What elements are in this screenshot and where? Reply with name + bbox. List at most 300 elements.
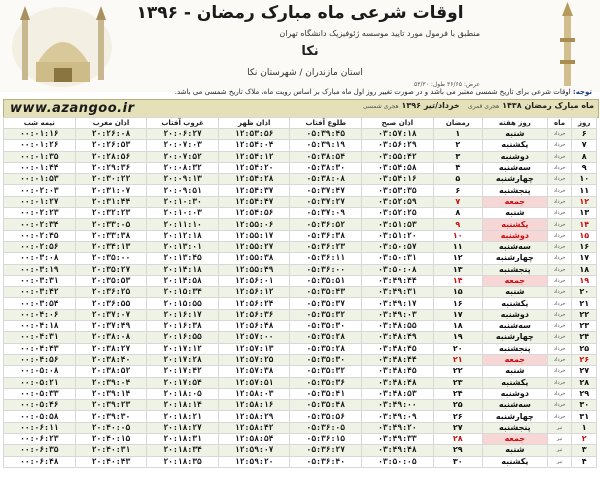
sunset-time: ۲۰:۱۷:۱۲: [147, 343, 219, 354]
month-name: خرداد: [547, 400, 572, 411]
day-of-month: ۳۰: [572, 400, 597, 411]
midnight-time: ۰۰:۰۵:۳۳: [4, 388, 76, 399]
ramadan-day: ۲۵: [433, 400, 482, 411]
weekday: یکشنبه: [482, 456, 547, 467]
weekday: دوشنبه: [482, 151, 547, 162]
dhuhr-time: ۱۲:۵۸:۴۲: [218, 422, 290, 433]
weekday: یکشنبه: [482, 298, 547, 309]
maghrib-time: ۲۰:۳۹:۱۴: [75, 388, 147, 399]
ramadan-day: ۵: [433, 174, 482, 185]
ramadan-day: ۱۰: [433, 230, 482, 241]
sunrise-time: ۰۵:۳۷:۴۷: [290, 185, 362, 196]
sunrise-time: ۰۵:۳۷:۲۷: [290, 196, 362, 207]
dhuhr-time: ۱۲:۵۴:۵۶: [218, 208, 290, 219]
month-name: خرداد: [547, 377, 572, 388]
sunset-time: ۲۰:۱۷:۴۲: [147, 366, 219, 377]
table-row: [4, 298, 597, 309]
month-name: خرداد: [547, 253, 572, 264]
ramadan-day: ۶: [433, 185, 482, 196]
sunset-time: ۲۰:۱۶:۵۵: [147, 332, 219, 343]
ramadan-day: ۱: [433, 129, 482, 140]
day-of-month: ۲۰: [572, 287, 597, 298]
month-name: خرداد: [547, 230, 572, 241]
month-name: خرداد: [547, 208, 572, 219]
fajr-time: ۰۳:۴۸:۴۴: [362, 354, 434, 365]
sunrise-time: ۰۵:۳۶:۰۰: [290, 264, 362, 275]
dhuhr-time: ۱۲:۵۴:۲۰: [218, 162, 290, 173]
midnight-time: ۰۰:۰۴:۴۳: [4, 343, 76, 354]
midnight-time: ۰۰:۰۴:۳۱: [4, 332, 76, 343]
sunrise-time: ۰۵:۳۵:۳۲: [290, 309, 362, 320]
maghrib-time: ۲۰:۳۵:۰۰: [75, 253, 147, 264]
midnight-time: ۰۰:۰۲:۲۳: [4, 208, 76, 219]
sunset-time: ۲۰:۱۸:۲۱: [147, 411, 219, 422]
ramadan-day: ۲۷: [433, 422, 482, 433]
month-name: خرداد: [547, 275, 572, 286]
fajr-time: ۰۳:۴۸:۴۵: [362, 366, 434, 377]
month-info: [363, 101, 594, 110]
weekday: جمعه: [482, 434, 547, 445]
month-name: تیر: [547, 456, 572, 467]
maghrib-time: ۲۰:۳۵:۵۳: [75, 275, 147, 286]
table-row: [4, 129, 597, 140]
sunrise-time: ۰۵:۳۵:۳۶: [290, 377, 362, 388]
sunset-time: ۲۰:۱۵:۵۵: [147, 298, 219, 309]
fajr-time: ۰۳:۵۲:۲۵: [362, 208, 434, 219]
day-of-month: ۲۱: [572, 298, 597, 309]
ramadan-day: ۱۴: [433, 275, 482, 286]
weekday: چهارشنبه: [482, 411, 547, 422]
ramadan-day: ۱۵: [433, 287, 482, 298]
table-row: [4, 377, 597, 388]
weekday: جمعه: [482, 354, 547, 365]
fajr-time: ۰۳:۵۴:۵۸: [362, 162, 434, 173]
fajr-time: ۰۳:۵۰:۵۷: [362, 241, 434, 252]
day-of-month: ۲۴: [572, 332, 597, 343]
sunset-time: ۲۰:۱۸:۲۷: [147, 422, 219, 433]
sunrise-time: ۰۵:۳۵:۳۰: [290, 354, 362, 365]
dhuhr-time: ۱۲:۵۶:۱۲: [218, 287, 290, 298]
day-of-month: ۲۹: [572, 388, 597, 399]
maghrib-time: ۲۰:۳۶:۲۵: [75, 287, 147, 298]
sunrise-time: ۰۵:۳۸:۵۴: [290, 151, 362, 162]
fajr-time: ۰۳:۴۹:۰۹: [362, 411, 434, 422]
sunset-time: ۲۰:۱۸:۰۵: [147, 388, 219, 399]
maghrib-time: ۲۰:۴۰:۰۵: [75, 422, 147, 433]
maghrib-time: ۲۰:۳۲:۲۳: [75, 208, 147, 219]
table-header-row: [4, 118, 597, 129]
maghrib-time: ۲۰:۴۰:۴۳: [75, 456, 147, 467]
column-header: نیمه شب: [4, 118, 76, 129]
fajr-time: ۰۳:۵۱:۵۳: [362, 219, 434, 230]
maghrib-time: ۲۰:۳۸:۵۲: [75, 366, 147, 377]
table-row: [4, 208, 597, 219]
table-row: [4, 162, 597, 173]
ramadan-day: ۹: [433, 219, 482, 230]
sunrise-time: ۰۵:۳۵:۴۱: [290, 388, 362, 399]
dhuhr-time: ۱۲:۵۵:۰۶: [218, 219, 290, 230]
sunset-time: ۲۰:۰۹:۱۳: [147, 174, 219, 185]
info-bar: [3, 99, 599, 118]
day-of-month: ۱: [572, 422, 597, 433]
month-name: خرداد: [547, 298, 572, 309]
table-row: [4, 434, 597, 445]
table-row: [4, 422, 597, 433]
column-header: اذان مغرب: [75, 118, 147, 129]
month-name: خرداد: [547, 151, 572, 162]
maghrib-time: ۲۰:۳۳:۰۵: [75, 219, 147, 230]
ramadan-day: ۱۱: [433, 241, 482, 252]
weekday: سه‌شنبه: [482, 241, 547, 252]
weekday: یکشنبه: [482, 377, 547, 388]
fajr-time: ۰۳:۴۸:۴۵: [362, 343, 434, 354]
dhuhr-time: ۱۲:۵۵:۴۹: [218, 264, 290, 275]
fajr-time: ۰۳:۴۹:۴۴: [362, 275, 434, 286]
sunset-time: ۲۰:۱۲:۱۸: [147, 230, 219, 241]
sunrise-time: ۰۵:۳۶:۱۵: [290, 434, 362, 445]
ramadan-day: ۲۶: [433, 411, 482, 422]
page-subtitle: منطبق با فرمول مورد تایید موسسه ژئوفیزیک دانشگاه تهران: [279, 29, 480, 38]
maghrib-time: ۲۰:۳۷:۰۷: [75, 309, 147, 320]
sunrise-time: ۰۵:۳۶:۵۲: [290, 219, 362, 230]
dhuhr-time: ۱۲:۵۸:۵۴: [218, 434, 290, 445]
maghrib-time: ۲۰:۳۶:۵۵: [75, 298, 147, 309]
weekday: دوشنبه: [482, 230, 547, 241]
maghrib-time: ۲۰:۲۶:۰۸: [75, 129, 147, 140]
month-name: تیر: [547, 434, 572, 445]
table-row: [4, 230, 597, 241]
sunset-time: ۲۰:۰۷:۰۳: [147, 140, 219, 151]
sunset-time: ۲۰:۱۷:۲۸: [147, 354, 219, 365]
dhuhr-time: ۱۲:۵۹:۰۷: [218, 445, 290, 456]
maghrib-time: ۲۰:۲۸:۵۶: [75, 151, 147, 162]
sunrise-time: ۰۵:۳۵:۳۲: [290, 366, 362, 377]
fajr-time: ۰۳:۵۰:۰۸: [362, 264, 434, 275]
weekday: پنجشنبه: [482, 264, 547, 275]
weekday: یکشنبه: [482, 140, 547, 151]
month-name: خرداد: [547, 174, 572, 185]
ramadan-day: ۳: [433, 151, 482, 162]
sunset-time: ۲۰:۱۱:۱۰: [147, 219, 219, 230]
fajr-time: ۰۳:۴۹:۳۳: [362, 434, 434, 445]
midnight-time: ۰۰:۰۶:۴۸: [4, 456, 76, 467]
sunset-time: ۲۰:۰۷:۵۲: [147, 151, 219, 162]
fajr-time: ۰۳:۵۷:۱۸: [362, 129, 434, 140]
minaret-illustration-icon: [538, 2, 598, 92]
dhuhr-time: ۱۲:۵۴:۱۲: [218, 151, 290, 162]
sunset-time: ۲۰:۰۶:۲۷: [147, 129, 219, 140]
ramadan-day: ۲۳: [433, 377, 482, 388]
midnight-time: ۰۰:۰۵:۴۶: [4, 400, 76, 411]
sunrise-time: ۰۵:۳۵:۴۸: [290, 400, 362, 411]
weekday: شنبه: [482, 366, 547, 377]
dhuhr-time: ۱۲:۵۷:۵۱: [218, 377, 290, 388]
sunset-time: ۲۰:۱۴:۱۸: [147, 264, 219, 275]
table-row: [4, 185, 597, 196]
fajr-time: ۰۳:۵۱:۲۰: [362, 230, 434, 241]
day-of-month: ۷: [572, 140, 597, 151]
midnight-time: ۰۰:۰۲:۳۴: [4, 219, 76, 230]
sunrise-time: ۰۵:۳۵:۴۳: [290, 287, 362, 298]
midnight-time: ۰۰:۰۳:۰۸: [4, 253, 76, 264]
midnight-time: ۰۰:۰۳:۴۲: [4, 287, 76, 298]
midnight-time: ۰۰:۰۲:۵۶: [4, 241, 76, 252]
weekday: شنبه: [482, 129, 547, 140]
weekday: پنجشنبه: [482, 343, 547, 354]
month-name: خرداد: [547, 162, 572, 173]
table-row: [4, 241, 597, 252]
ramadan-day: ۱۹: [433, 332, 482, 343]
table-row: [4, 332, 597, 343]
ramadan-day: ۲۱: [433, 354, 482, 365]
weekday: دوشنبه: [482, 388, 547, 399]
maghrib-time: ۲۰:۳۱:۴۴: [75, 196, 147, 207]
dhuhr-time: ۱۲:۵۸:۲۹: [218, 411, 290, 422]
month-name: خرداد: [547, 411, 572, 422]
ramadan-day: ۱۶: [433, 298, 482, 309]
sunrise-time: ۰۵:۳۷:۰۹: [290, 208, 362, 219]
day-of-month: ۳۱: [572, 411, 597, 422]
fajr-time: ۰۳:۵۵:۴۲: [362, 151, 434, 162]
maghrib-time: ۲۰:۴۰:۱۵: [75, 434, 147, 445]
fajr-time: ۰۳:۴۹:۳۱: [362, 287, 434, 298]
sunset-time: ۲۰:۱۶:۱۷: [147, 309, 219, 320]
fajr-time: ۰۳:۵۲:۵۹: [362, 196, 434, 207]
midnight-time: ۰۰:۰۱:۱۶: [4, 129, 76, 140]
website-link[interactable]: www.azangoo.ir: [10, 101, 135, 116]
fajr-time: ۰۳:۴۹:۲۰: [362, 422, 434, 433]
shamsi-suffix-label: هجری شمسی: [362, 103, 399, 110]
day-of-month: ۱۹: [572, 275, 597, 286]
sunrise-time: ۰۵:۳۶:۳۸: [290, 230, 362, 241]
midnight-time: ۰۰:۰۴:۵۶: [4, 354, 76, 365]
sunset-time: ۲۰:۱۵:۳۴: [147, 287, 219, 298]
midnight-time: ۰۰:۰۵:۵۸: [4, 411, 76, 422]
table-row: [4, 264, 597, 275]
sunset-time: ۲۰:۱۴:۵۸: [147, 275, 219, 286]
dhuhr-time: ۱۲:۵۶:۰۱: [218, 275, 290, 286]
fajr-time: ۰۳:۴۹:۰۳: [362, 309, 434, 320]
fajr-time: ۰۳:۴۸:۵۳: [362, 388, 434, 399]
sunset-time: ۲۰:۰۸:۳۲: [147, 162, 219, 173]
ramadan-day: ۱۸: [433, 321, 482, 332]
day-of-month: ۲۷: [572, 366, 597, 377]
midnight-time: ۰۰:۰۵:۲۱: [4, 377, 76, 388]
day-of-month: ۱۶: [572, 241, 597, 252]
dhuhr-time: ۱۲:۵۴:۴۷: [218, 196, 290, 207]
sunrise-time: ۰۵:۳۶:۱۱: [290, 253, 362, 264]
notice-text: [10, 88, 592, 96]
weekday: جمعه: [482, 196, 547, 207]
weekday: شنبه: [482, 208, 547, 219]
dhuhr-time: ۱۲:۵۵:۱۷: [218, 230, 290, 241]
ramadan-day: ۲۸: [433, 434, 482, 445]
maghrib-time: ۲۰:۳۴:۱۳: [75, 241, 147, 252]
maghrib-time: ۲۰:۳۹:۳۰: [75, 411, 147, 422]
midnight-time: ۰۰:۰۱:۲۶: [4, 140, 76, 151]
column-header: اذان ظهر: [218, 118, 290, 129]
sunrise-time: ۰۵:۳۵:۲۸: [290, 332, 362, 343]
weekday: پنجشنبه: [482, 185, 547, 196]
table-row: [4, 354, 597, 365]
midnight-time: ۰۰:۰۶:۳۵: [4, 445, 76, 456]
weekday: چهارشنبه: [482, 253, 547, 264]
dhuhr-time: ۱۲:۵۷:۳۸: [218, 366, 290, 377]
sunrise-time: ۰۵:۳۵:۲۸: [290, 343, 362, 354]
day-of-month: ۹: [572, 162, 597, 173]
page-title: اوقات شرعی ماه مبارک رمضان - ۱۳۹۶: [136, 3, 464, 23]
weekday: یکشنبه: [482, 219, 547, 230]
fajr-time: ۰۳:۴۸:۴۹: [362, 332, 434, 343]
day-of-month: ۶: [572, 129, 597, 140]
month-name: خرداد: [547, 321, 572, 332]
table-row: [4, 287, 597, 298]
ramadan-day: ۷: [433, 196, 482, 207]
sunrise-time: ۰۵:۳۶:۲۷: [290, 445, 362, 456]
fajr-time: ۰۳:۴۸:۵۵: [362, 321, 434, 332]
maghrib-time: ۲۰:۳۵:۲۷: [75, 264, 147, 275]
maghrib-time: ۲۰:۳۹:۲۳: [75, 400, 147, 411]
dhuhr-time: ۱۲:۵۷:۰۰: [218, 332, 290, 343]
column-header: اذان صبح: [362, 118, 434, 129]
sunrise-time: ۰۵:۳۵:۵۶: [290, 411, 362, 422]
midnight-time: ۰۰:۰۱:۵۳: [4, 174, 76, 185]
table-row: [4, 343, 597, 354]
table-row: [4, 445, 597, 456]
weekday: جمعه: [482, 275, 547, 286]
month-name: خرداد: [547, 332, 572, 343]
ramadan-day: ۲۹: [433, 445, 482, 456]
dhuhr-time: ۱۲:۵۴:۲۸: [218, 174, 290, 185]
sunrise-time: ۰۵:۳۸:۰۸: [290, 174, 362, 185]
midnight-time: ۰۰:۰۳:۱۹: [4, 264, 76, 275]
prayer-times-table: [3, 117, 597, 468]
table-row: [4, 309, 597, 320]
sunrise-time: ۰۵:۳۸:۳۰: [290, 162, 362, 173]
midnight-time: ۰۰:۰۲:۰۳: [4, 185, 76, 196]
month-name: خرداد: [547, 388, 572, 399]
table-row: [4, 456, 597, 467]
ramadan-day: ۱۲: [433, 253, 482, 264]
table-row: [4, 151, 597, 162]
sunset-time: ۲۰:۱۰:۰۳: [147, 208, 219, 219]
day-of-month: ۱۴: [572, 219, 597, 230]
table-row: [4, 140, 597, 151]
fajr-time: ۰۳:۴۸:۴۸: [362, 377, 434, 388]
ramadan-day: ۱۷: [433, 309, 482, 320]
fajr-time: ۰۳:۵۴:۱۶: [362, 174, 434, 185]
fajr-time: ۰۳:۴۹:۱۷: [362, 298, 434, 309]
midnight-time: ۰۰:۰۳:۵۴: [4, 298, 76, 309]
column-header: ماه: [547, 118, 572, 129]
maghrib-time: ۲۰:۳۸:۴۰: [75, 354, 147, 365]
notice-label: توجه:: [572, 88, 592, 96]
day-of-month: ۲۸: [572, 377, 597, 388]
column-header: رمضان: [433, 118, 482, 129]
weekday: چهارشنبه: [482, 174, 547, 185]
day-of-month: ۲۲: [572, 309, 597, 320]
month-name: خرداد: [547, 309, 572, 320]
day-of-month: ۱۸: [572, 264, 597, 275]
month-name: خرداد: [547, 343, 572, 354]
day-of-month: ۲۳: [572, 321, 597, 332]
month-name: خرداد: [547, 185, 572, 196]
sunrise-time: ۰۵:۳۵:۳۷: [290, 298, 362, 309]
weekday: شنبه: [482, 287, 547, 298]
day-of-month: ۲۵: [572, 343, 597, 354]
day-of-month: ۲: [572, 434, 597, 445]
month-name: خرداد: [547, 219, 572, 230]
maghrib-time: ۲۰:۳۸:۰۸: [75, 332, 147, 343]
maghrib-time: ۲۰:۳۷:۴۹: [75, 321, 147, 332]
dhuhr-time: ۱۲:۵۹:۲۰: [218, 456, 290, 467]
shamsi-month-label: خرداد/تیر ۱۳۹۶: [401, 101, 460, 110]
weekday: سه‌شنبه: [482, 162, 547, 173]
month-name: خرداد: [547, 140, 572, 151]
midnight-time: ۰۰:۰۴:۰۶: [4, 309, 76, 320]
sunset-time: ۲۰:۱۸:۳۱: [147, 434, 219, 445]
midnight-time: ۰۰:۰۲:۴۵: [4, 230, 76, 241]
day-of-month: ۸: [572, 151, 597, 162]
sunset-time: ۲۰:۱۸:۳۵: [147, 456, 219, 467]
table-row: [4, 400, 597, 411]
sunrise-time: ۰۵:۳۹:۱۹: [290, 140, 362, 151]
dhuhr-time: ۱۲:۵۵:۳۸: [218, 253, 290, 264]
fajr-time: ۰۳:۵۳:۳۵: [362, 185, 434, 196]
dhuhr-time: ۱۲:۵۳:۵۶: [218, 129, 290, 140]
table-row: [4, 253, 597, 264]
city-name: نکا: [301, 44, 319, 59]
maghrib-time: ۲۰:۲۹:۳۶: [75, 162, 147, 173]
midnight-time: ۰۰:۰۱:۲۷: [4, 196, 76, 207]
dhuhr-time: ۱۲:۵۴:۳۷: [218, 185, 290, 196]
table-row: [4, 411, 597, 422]
page-header: [0, 0, 600, 92]
day-of-month: ۱۲: [572, 196, 597, 207]
midnight-time: ۰۰:۰۱:۴۴: [4, 162, 76, 173]
column-header: غروب آفتاب: [147, 118, 219, 129]
dhuhr-time: ۱۲:۵۷:۲۵: [218, 354, 290, 365]
dhuhr-time: ۱۲:۵۸:۰۳: [218, 388, 290, 399]
ramadan-day: ۲۲: [433, 366, 482, 377]
month-name: خرداد: [547, 354, 572, 365]
ramadan-month-label: ماه مبارک رمضان ۱۴۳۸: [502, 101, 594, 110]
sunset-time: ۲۰:۱۸:۱۴: [147, 400, 219, 411]
day-of-month: ۱۰: [572, 174, 597, 185]
sunrise-time: ۰۵:۳۹:۴۵: [290, 129, 362, 140]
fajr-time: ۰۳:۴۹:۰۰: [362, 400, 434, 411]
sunset-time: ۲۰:۱۶:۳۸: [147, 321, 219, 332]
fajr-time: ۰۳:۵۰:۳۱: [362, 253, 434, 264]
midnight-time: ۰۰:۰۵:۰۸: [4, 366, 76, 377]
weekday: دوشنبه: [482, 309, 547, 320]
midnight-time: ۰۰:۰۱:۳۵: [4, 151, 76, 162]
sunset-time: ۲۰:۱۸:۳۴: [147, 445, 219, 456]
midnight-time: ۰۰:۰۳:۳۱: [4, 275, 76, 286]
table-row: [4, 219, 597, 230]
day-of-month: ۱۳: [572, 208, 597, 219]
dhuhr-time: ۱۲:۵۷:۱۳: [218, 343, 290, 354]
dhuhr-time: ۱۲:۵۶:۲۴: [218, 298, 290, 309]
fajr-time: ۰۳:۴۹:۴۸: [362, 445, 434, 456]
midnight-time: ۰۰:۰۶:۲۳: [4, 434, 76, 445]
column-header: روز: [572, 118, 597, 129]
ramadan-day: ۲۰: [433, 343, 482, 354]
month-name: خرداد: [547, 366, 572, 377]
maghrib-time: ۲۰:۳۳:۳۸: [75, 230, 147, 241]
fajr-time: ۰۳:۵۰:۰۵: [362, 456, 434, 467]
weekday: شنبه: [482, 445, 547, 456]
